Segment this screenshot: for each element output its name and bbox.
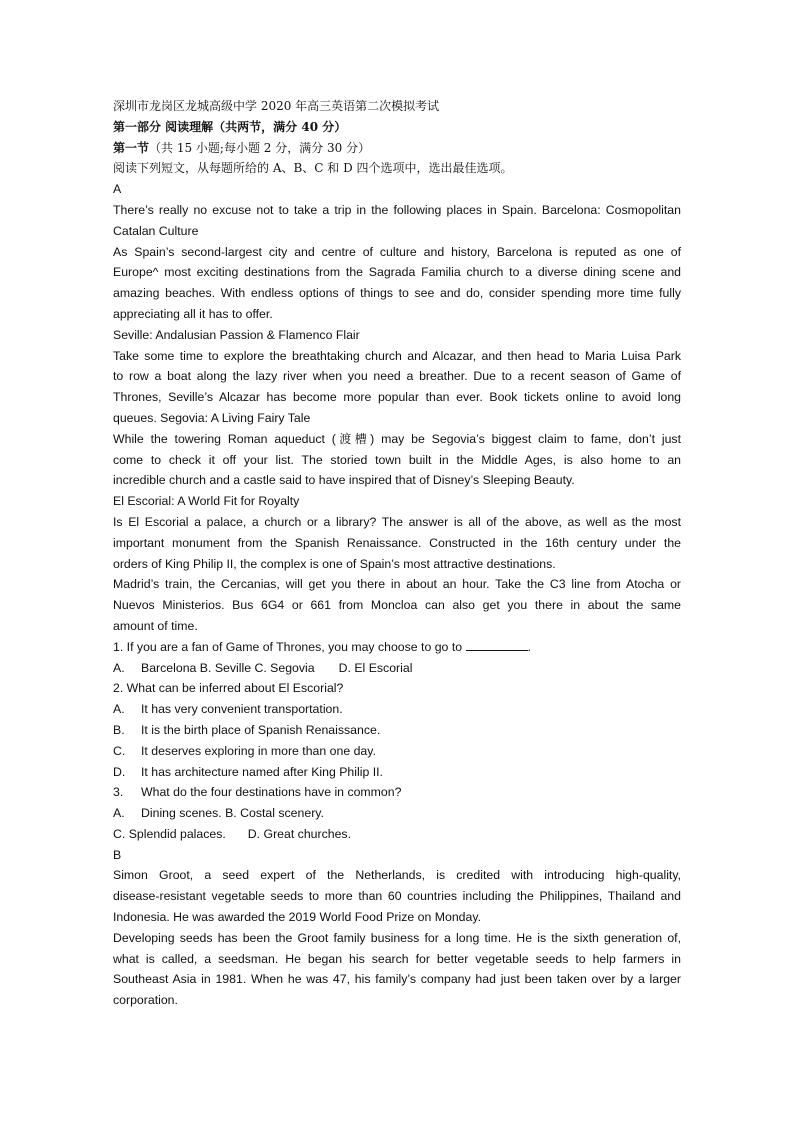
question-3-options — [113, 824, 681, 845]
question-2-option — [113, 762, 681, 783]
passage-a-label: A — [113, 182, 122, 197]
question-1-text: 1. If you are a fan of Game of Thrones, you may choose to go to — [113, 639, 463, 654]
option-text: It deserves exploring in more than one day. — [141, 743, 376, 758]
question-3-options-ab: Dining scenes. B. Costal scenery. — [141, 806, 324, 821]
option-letter: A. — [113, 702, 125, 717]
option-letter: A. — [113, 806, 125, 821]
seville-line: Take some time to explore the breathtaking church and Alcazar, and then head to Maria Luisa Park — [113, 348, 681, 363]
segovia-line: incredible church and a castle said to have inspired that of Disney’s Sleeping Beauty. — [113, 473, 575, 488]
question-1-end: . — [527, 639, 531, 654]
option-letter: A. — [113, 660, 125, 675]
instructions: 阅读下列短文，从每题所给的 A、B、C 和 D 四个选项中，选出最佳选项。 — [113, 161, 513, 176]
seville-line: to row a boat along the lazy river when you need a breather. Due to a recent season of Game of — [113, 369, 681, 384]
segovia-line: come to check it off your list. The storied town built in the Middle Ages, is also home to an — [113, 452, 681, 467]
passage-b-label: B — [113, 847, 122, 862]
question-2-option — [113, 699, 681, 720]
seville-line: Thrones, Seville’s Alcazar has become more popular than ever. Book tickets online to avoid long — [113, 390, 681, 405]
passage-b-line: Developing seeds has been the Groot family business for a long time. He is the sixth generation of, — [113, 930, 681, 945]
question-1-options — [113, 658, 681, 679]
exam-page — [113, 96, 681, 1011]
escorial-line: orders of King Philip II, the complex is one of Spain’s most attractive destinations. — [113, 556, 556, 571]
option-text: It has architecture named after King Philip II. — [141, 764, 383, 779]
segovia-line-end: ) may be Segovia’s biggest claim to fame, don’t just — [370, 431, 681, 446]
transport-line: Madrid’s train, the Cercanias, will get you there in about an hour. Take the C3 line from Atocha or — [113, 577, 681, 592]
segovia-line-start: While the towering Roman aqueduct ( — [113, 431, 336, 446]
part-title: 第一部分 阅读理解（共两节，满分 40 分） — [113, 119, 347, 134]
question-2: 2. What can be inferred about El Escorial? — [113, 681, 344, 696]
barcelona-line: Europe^ most exciting destinations from the Sagrada Familia church to a diverse dining scene and — [113, 265, 681, 280]
escorial-line: Is El Escorial a palace, a church or a library? The answer is all of the above, as well as the most — [113, 514, 681, 529]
transport-line: amount of time. — [113, 618, 198, 633]
escorial-line: important monument from the Spanish Renaissance. Constructed in the 16th century under the — [113, 535, 681, 550]
question-2-option — [113, 720, 681, 741]
escorial-heading: El Escorial: A World Fit for Royalty — [113, 494, 300, 509]
question-2-option — [113, 741, 681, 762]
passage-b-line: Simon Groot, a seed expert of the Netherlands, is credited with introducing high-quality, — [113, 868, 681, 883]
section-title-bold: 第一节 — [113, 140, 150, 155]
segovia-line — [113, 429, 681, 450]
passage-b-line: corporation. — [113, 993, 178, 1008]
barcelona-line: appreciating all it has to offer. — [113, 306, 273, 321]
barcelona-line: As Spain’s second-largest city and centre of culture and history, Barcelona is reputed as one of — [113, 244, 681, 259]
exam-title: 深圳市龙岗区龙城高级中学 2020 年高三英语第二次模拟考试 — [113, 99, 440, 113]
seville-heading: Seville: Andalusian Passion & Flamenco Flair — [113, 327, 360, 342]
passage-b-line: disease-resistant vegetable seeds to more than 60 countries including the Philippines, Thailand and — [113, 889, 681, 904]
passage-b-line: Indonesia. He was awarded the 2019 World Food Prize on Monday. — [113, 910, 481, 925]
option-text: It is the birth place of Spanish Renaissance. — [141, 722, 381, 737]
question-3-option-d: D. Great churches. — [247, 826, 351, 841]
passage-a-intro-line: Catalan Culture — [113, 223, 199, 238]
seville-line: queues. Segovia: A Living Fairy Tale — [113, 410, 311, 425]
option-letter: C. — [113, 743, 126, 758]
section-title-rest: （共 15 小题;每小题 2 分，满分 30 分） — [149, 140, 371, 155]
question-1-options-abc: Barcelona B. Seville C. Segovia — [141, 660, 315, 675]
question-1 — [113, 637, 681, 658]
option-text: It has very convenient transportation. — [141, 702, 343, 717]
question-1-option-d: D. El Escorial — [338, 660, 413, 675]
question-number: 3. — [113, 785, 124, 800]
option-letter: D. — [113, 764, 126, 779]
question-3-options — [113, 803, 681, 824]
question-3-option-c: C. Splendid palaces. — [113, 826, 226, 841]
question-3-text: What do the four destinations have in common? — [141, 785, 402, 800]
transport-line: Nuevos Ministerios. Bus 6G4 or 661 from Moncloa can also get you there in about the same — [113, 598, 681, 613]
answer-blank[interactable] — [466, 638, 528, 651]
section-title — [113, 138, 681, 159]
option-letter: B. — [113, 722, 125, 737]
passage-b-line: what is called, a seedsman. He began his search for better vegetable seeds to help farmers in — [113, 951, 681, 966]
passage-a-intro-line: There’s really no excuse not to take a trip in the following places in Spain. Barcelona: Cosmopolitan — [113, 202, 681, 217]
passage-b-line: Southeast Asia in 1981. When he was 47, his family’s company had just been taken over by a larger — [113, 972, 681, 987]
question-3 — [113, 782, 681, 803]
barcelona-line: amazing beaches. With endless options of things to see and do, consider spending more time fully — [113, 286, 681, 301]
segovia-chinese-gloss: 渡槽 — [335, 431, 371, 446]
